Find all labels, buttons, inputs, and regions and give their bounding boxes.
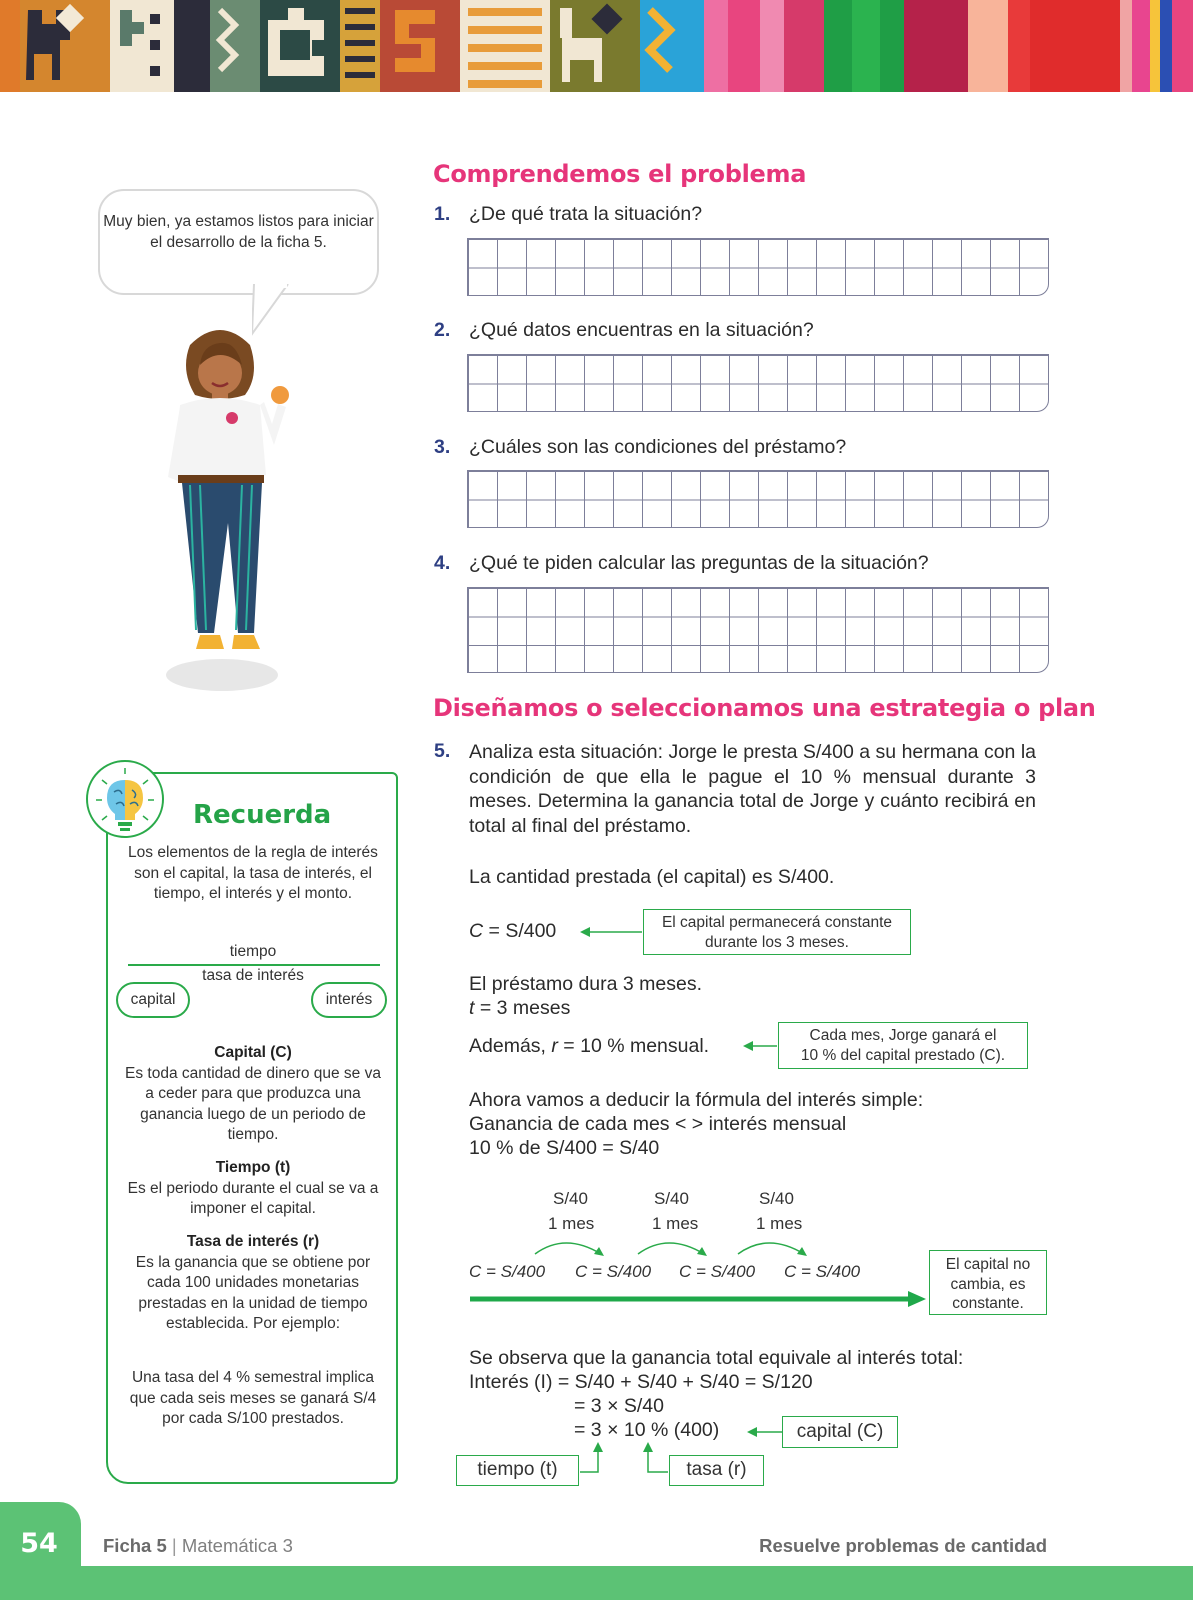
capital-formula: C = S/400 [469,920,557,942]
question-text: ¿De qué trata la situación? [469,203,703,225]
question-4 [434,552,929,575]
footer-ficha: Ficha 5 | Matemática 3 [103,1535,293,1556]
answer-grid-4[interactable] [467,587,1049,673]
capital-statement: La cantidad prestada (el capital) es S/400. [469,866,835,888]
tasa-definition: Tasa de interés (r) Es la ganancia que se obtiene por cada 100 unidades monetarias prestadas en la unidad de tiempo establecida. Por ejemplo: [135,1233,371,1332]
question-number: 4. [434,552,451,574]
tasa-example: Una tasa del 4 % semestral implica que cada seis meses se ganará S/4 por cada S/100 prestados. [129,1369,377,1427]
question-3 [434,436,846,459]
rate-formula: Además, r = 10 % mensual. [469,1035,710,1057]
arrow-tasa [640,1442,670,1474]
diagram-tasa: tasa de interés [202,967,304,984]
section-title-disenamos: Diseñamos o seleccionamos una estrategia o plan [433,694,1096,722]
label-tiempo-t: tiempo (t) [456,1455,579,1486]
capital-definition: Capital (C) Es toda cantidad de dinero que se va a ceder para que produzca una ganancia luego de un periodo de tiempo. [125,1044,381,1143]
tiempo-definition: Tiempo (t) Es el periodo durante el cual se va a imponer el capital. [127,1159,379,1217]
month-label-3: 1 mes [756,1214,803,1233]
month-arrows [530,1236,820,1258]
brain-lightbulb-icon [86,760,164,838]
diagram-tiempo: tiempo [229,943,277,960]
deduce-line-2: Ganancia de cada mes < > interés mensual [469,1113,847,1135]
total-line-1: Se observa que la ganancia total equivale al interés total: [469,1347,964,1369]
time-formula: t = 3 meses [469,997,571,1019]
arrow-tiempo [578,1442,604,1474]
duration-statement: El préstamo dura 3 meses. [469,973,703,995]
capital-item-2: C = S/400 [575,1262,652,1281]
constant-arrow [470,1290,926,1308]
question-text: ¿Qué datos encuentras en la situación? [469,319,814,341]
answer-grid-3[interactable] [467,470,1049,528]
footer-competency: Resuelve problemas de cantidad [759,1535,1047,1556]
total-line-3: = 3 × S/40 [574,1395,664,1417]
label-capital-c: capital (C) [782,1416,898,1448]
capital-item-3: C = S/400 [679,1262,756,1281]
recuerda-title: Recuerda [193,800,332,830]
total-line-2: Interés (I) = S/40 + S/40 + S/40 = S/120 [469,1371,813,1393]
capital-item-4: C = S/400 [784,1262,861,1281]
month-label-2: 1 mes [652,1214,699,1233]
answer-grid-2[interactable] [467,354,1049,412]
speech-bubble [98,189,379,295]
capital-item-1: C = S/400 [469,1262,546,1281]
footer-band [0,1566,1193,1600]
speech-bubble-text: Muy bien, ya estamos listos para iniciar el desarrollo de la ficha 5. [103,213,374,251]
question-number: 1. [434,203,451,225]
question-number: 3. [434,436,451,458]
question-number: 2. [434,319,451,341]
textile-banner [0,0,1193,92]
answer-grid-1[interactable] [467,238,1049,296]
arrow-capital-label [747,1424,783,1440]
arrow-left-rate [743,1038,777,1054]
question-1 [434,203,702,226]
deduce-line-1: Ahora vamos a deducir la fórmula del interés simple: [469,1089,924,1111]
question-2 [434,319,814,342]
month-amount-3: S/40 [759,1189,794,1208]
arrow-left-capital [580,924,642,940]
diagram-interes: interés [311,982,387,1018]
month-label-1: 1 mes [548,1214,595,1233]
page-number: 54 [20,1528,58,1559]
deduce-line-3: 10 % de S/400 = S/40 [469,1137,660,1159]
recuerda-intro: Los elementos de la regla de interés son el capital, la tasa de interés, el tiempo, el interés y el monto. [128,844,378,902]
question-5-number: 5. [434,740,451,762]
label-tasa-r: tasa (r) [669,1455,764,1486]
note-rate: Cada mes, Jorge ganará el 10 % del capital prestado (C). [778,1022,1028,1069]
note-capital-no-change: El capital no cambia, es constante. [929,1250,1047,1315]
month-amount-1: S/40 [553,1189,588,1208]
question-text: ¿Cuáles son las condiciones del préstamo? [469,436,847,458]
teacher-illustration [160,325,300,695]
month-amount-2: S/40 [654,1189,689,1208]
question-text: ¿Qué te piden calcular las preguntas de la situación? [469,552,929,574]
note-capital-constant: El capital permanecerá constante durante los 3 meses. [643,909,911,955]
diagram-capital: capital [116,982,190,1018]
question-5-text: Analiza esta situación: Jorge le presta S/400 a su hermana con la condición de que ella le pague el 10 % mensual durante 3 meses. Determina la ganancia total de Jorge y cuánto recibirá en total al final del préstamo. [469,741,1036,837]
section-title-comprendemos: Comprendemos el problema [433,160,807,188]
total-line-4: = 3 × 10 % (400) [574,1419,720,1441]
